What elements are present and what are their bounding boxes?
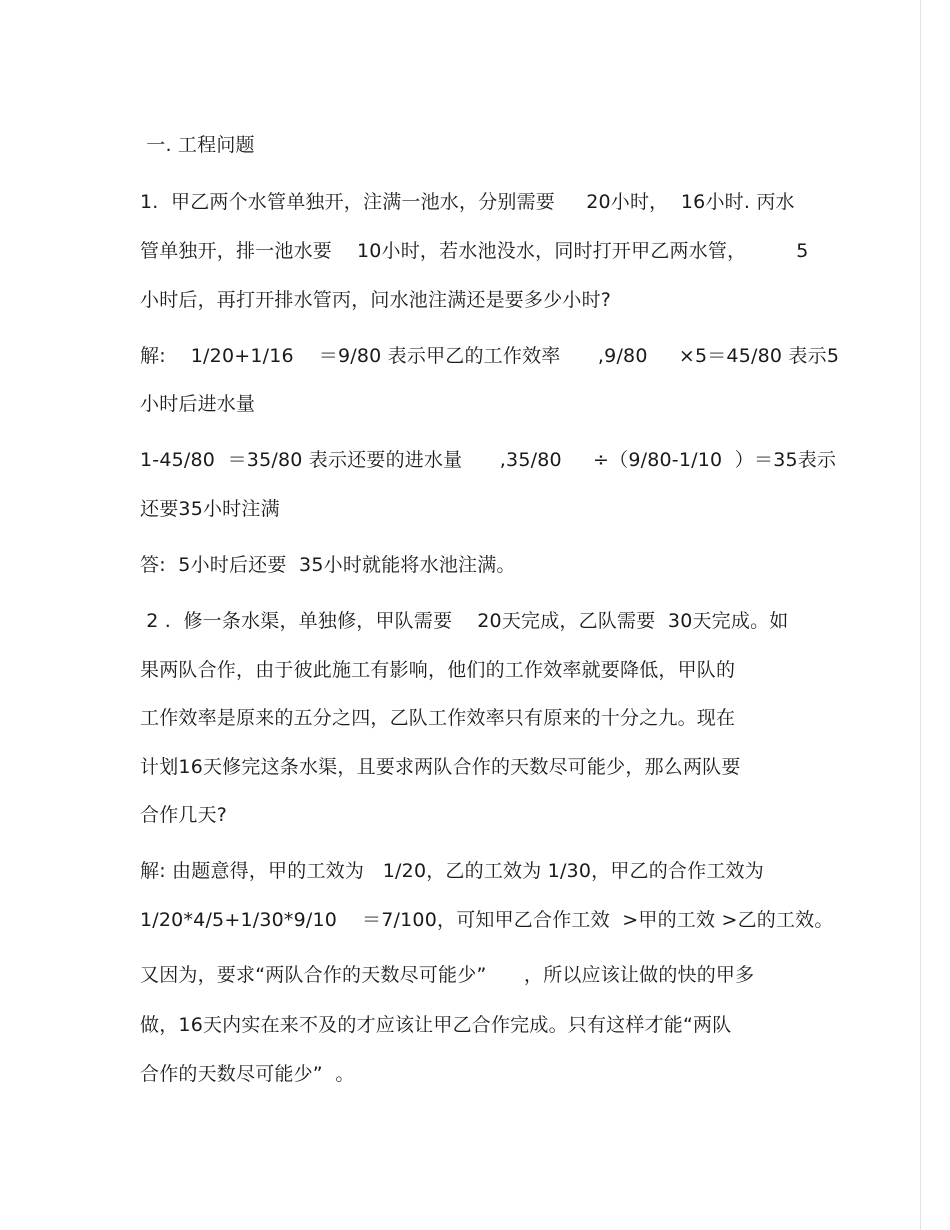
solution-2-line-4: 做，16天内实在来不及的才应该让甲乙合作完成。只有这样才能“两队 <box>140 1014 732 1036</box>
solution-2-line-2: 1/20*4/5+1/30*9/10 ＝7/100，可知甲乙合作工效 >甲的工效 >乙的工效。 <box>140 909 834 931</box>
problem-2-line-1: 2 . 修一条水渠，单独修，甲队需要 20天完成，乙队需要 30天完成。如 <box>140 610 789 632</box>
section-heading: 一. 工程问题 <box>140 134 255 156</box>
solution-2-line-5: 合作的天数尽可能少” 。 <box>140 1063 355 1085</box>
problem-1-line-2: 管单独开，排一池水要 10小时，若水池没水，同时打开甲乙两水管， 5 <box>140 240 809 262</box>
solution-1-line-2: 小时后进水量 <box>140 393 256 415</box>
answer-1: 答: 5小时后还要 35小时就能将水池注满。 <box>140 554 516 576</box>
problem-2-line-4: 计划16天修完这条水渠，且要求两队合作的天数尽可能少，那么两队要 <box>140 756 741 778</box>
solution-1-line-4: 还要35小时注满 <box>140 498 280 520</box>
problem-1-line-1: 1. 甲乙两个水管单独开，注满一池水，分别需要 20小时， 16小时. 丙水 <box>140 191 795 213</box>
problem-2-line-3: 工作效率是原来的五分之四，乙队工作效率只有原来的十分之九。现在 <box>140 707 736 729</box>
solution-2-line-1: 解: 由题意得，甲的工效为 1/20，乙的工效为 1/30，甲乙的合作工效为 <box>140 860 764 882</box>
solution-2-line-3: 又因为，要求“两队合作的天数尽可能少” ，所以应该让做的快的甲多 <box>140 964 755 986</box>
problem-2-line-5: 合作几天? <box>140 804 228 826</box>
page-edge-divider <box>920 0 921 1230</box>
problem-1-line-3: 小时后，再打开排水管丙，问水池注满还是要多少小时? <box>140 289 612 311</box>
solution-1-line-1: 解: 1/20+1/16 ＝9/80 表示甲乙的工作效率 ,9/80 ×5＝45/80 表示5 <box>140 345 840 367</box>
solution-1-line-3: 1-45/80 ＝35/80 表示还要的进水量 ,35/80 ÷（9/80-1/10 ）＝35表示 <box>140 449 837 471</box>
problem-2-line-2: 果两队合作，由于彼此施工有影响，他们的工作效率就要降低，甲队的 <box>140 659 736 681</box>
